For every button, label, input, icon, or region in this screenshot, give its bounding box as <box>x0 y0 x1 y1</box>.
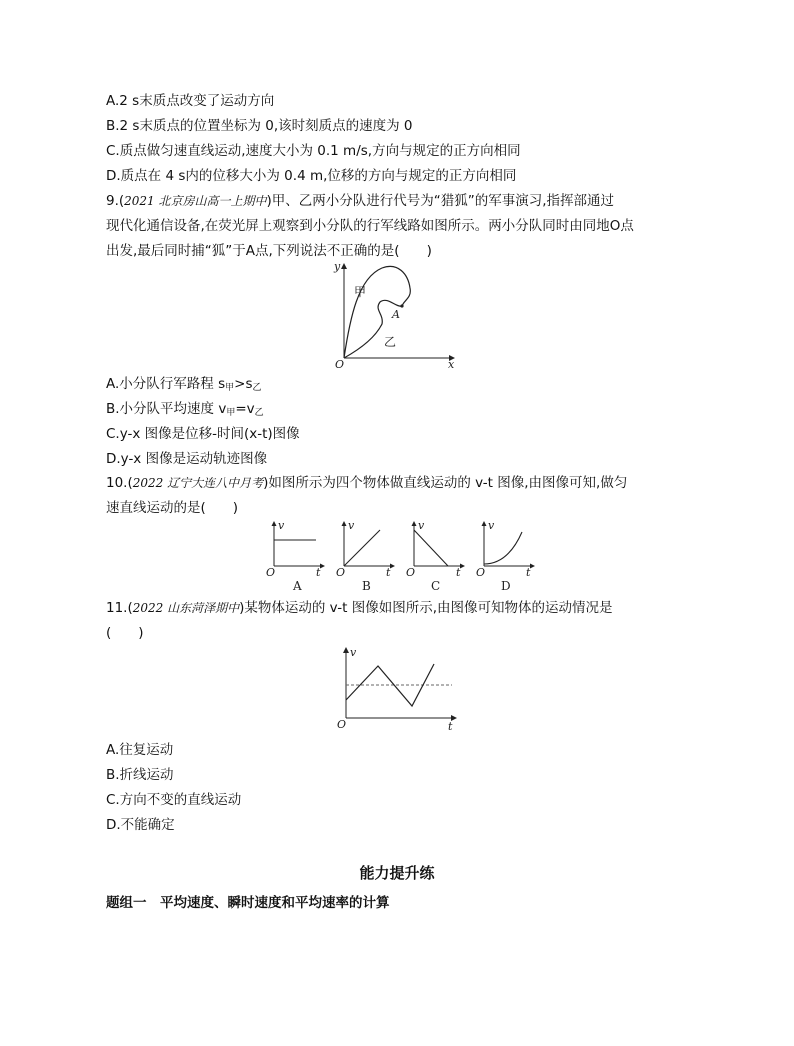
q9-stem-line1 <box>106 192 614 210</box>
q9-source: 2021 北京房山高一上期中 <box>124 194 267 208</box>
q10-label-b: B <box>362 579 371 593</box>
q9-point-a <box>400 304 403 307</box>
q9-trajectory-figure <box>332 258 462 370</box>
q10-label-c: C <box>431 579 441 593</box>
q11-option-c: C.方向不变的直线运动 <box>106 792 242 808</box>
q9-option-c: C.y-x 图像是位移-时间(x-t)图像 <box>106 426 300 442</box>
svg-text:O: O <box>337 718 347 731</box>
q9-label-a: A <box>392 308 400 321</box>
svg-text:v: v <box>488 519 495 532</box>
q9-path-jia <box>344 266 410 358</box>
q10-d-curve <box>484 532 522 564</box>
q10-source: 2022 辽宁大连八中月考 <box>132 476 264 490</box>
q9-label-y: y <box>334 260 341 273</box>
svg-text:v: v <box>278 519 285 532</box>
svg-text:t: t <box>386 566 391 579</box>
svg-text:t: t <box>448 720 453 733</box>
q9-option-d: D.y-x 图像是运动轨迹图像 <box>106 451 268 467</box>
svg-text:v: v <box>418 519 425 532</box>
svg-text:O: O <box>406 566 416 579</box>
svg-text:t: t <box>526 566 531 579</box>
q9-stem-line2: 现代化通信设备,在荧光屏上观察到小分队的行军线路如图所示。两小分队同时由同地O点 <box>106 218 634 234</box>
svg-text:t: t <box>316 566 321 579</box>
q11-option-b: B.折线运动 <box>106 767 174 783</box>
q9-label-x: x <box>448 358 455 371</box>
q10-graph-a <box>266 519 324 593</box>
q9-option-a: A.小分队行军路程 $s_甲>s_乙$ <box>106 376 262 393</box>
q11-stem-line2: ( ) <box>106 625 144 641</box>
q11-source: 2022 山东菏泽期中 <box>132 601 240 615</box>
q10-vt-graphs <box>264 518 531 596</box>
section-title: 能力提升练 <box>359 864 435 882</box>
q11-option-a: A.往复运动 <box>106 742 174 758</box>
q9-stem-line3: 出发,最后同时捕“狐”于A点,下列说法不正确的是( ) <box>106 243 432 259</box>
q10-graph-b <box>336 519 394 593</box>
q9-label-origin: O <box>335 358 345 371</box>
svg-text:t: t <box>456 566 461 579</box>
q11-stem-line1: 11.(2022 山东菏泽期中)某物体运动的 v-t 图像如图所示,由图像可知物体的运动情况是 <box>106 600 613 616</box>
q9-label-yi: 乙 <box>384 335 397 349</box>
q9-option-b: B.小分队平均速度 $v_甲=v_乙$ <box>106 401 264 418</box>
q10-b-line <box>344 530 380 566</box>
q8-option-a: A.2 s末质点改变了运动方向 <box>106 93 275 109</box>
q9-label-jia: 甲 <box>354 285 367 299</box>
q11-option-d: D.不能确定 <box>106 817 175 833</box>
q10-graph-c <box>406 519 464 593</box>
q8-option-b: B.2 s末质点的位置坐标为 0,该时刻质点的速度为 0 <box>106 118 413 134</box>
q10-stem-line2: 速直线运动的是( ) <box>106 500 239 516</box>
svg-text:v: v <box>348 519 355 532</box>
q9-stem-text: )甲、乙两小分队进行代号为“猎狐”的军事演习,指挥部通过 <box>266 193 615 209</box>
q11-vt-graph <box>334 644 464 732</box>
q10-graph-d <box>476 519 534 593</box>
svg-text:v: v <box>350 646 357 659</box>
q10-label-a: A <box>293 579 302 593</box>
q11-zigzag-line <box>346 664 434 706</box>
q10-stem-line1: 10.(2022 辽宁大连八中月考)如图所示为四个物体做直线运动的 v-t 图像,由图像可知,做匀 <box>106 475 628 491</box>
svg-text:O: O <box>266 566 276 579</box>
q10-label-d: D <box>501 579 511 593</box>
q9-number: 9.( <box>106 193 125 209</box>
q8-option-d: D.质点在 4 s内的位移大小为 0.4 m,位移的方向与规定的正方向相同 <box>106 168 517 184</box>
svg-text:O: O <box>476 566 486 579</box>
q10-c-line <box>414 530 448 566</box>
q8-option-c: C.质点做匀速直线运动,速度大小为 0.1 m/s,方向与规定的正方向相同 <box>106 143 521 159</box>
svg-text:O: O <box>336 566 346 579</box>
section-group-title: 题组一 平均速度、瞬时速度和平均速率的计算 <box>106 895 390 911</box>
